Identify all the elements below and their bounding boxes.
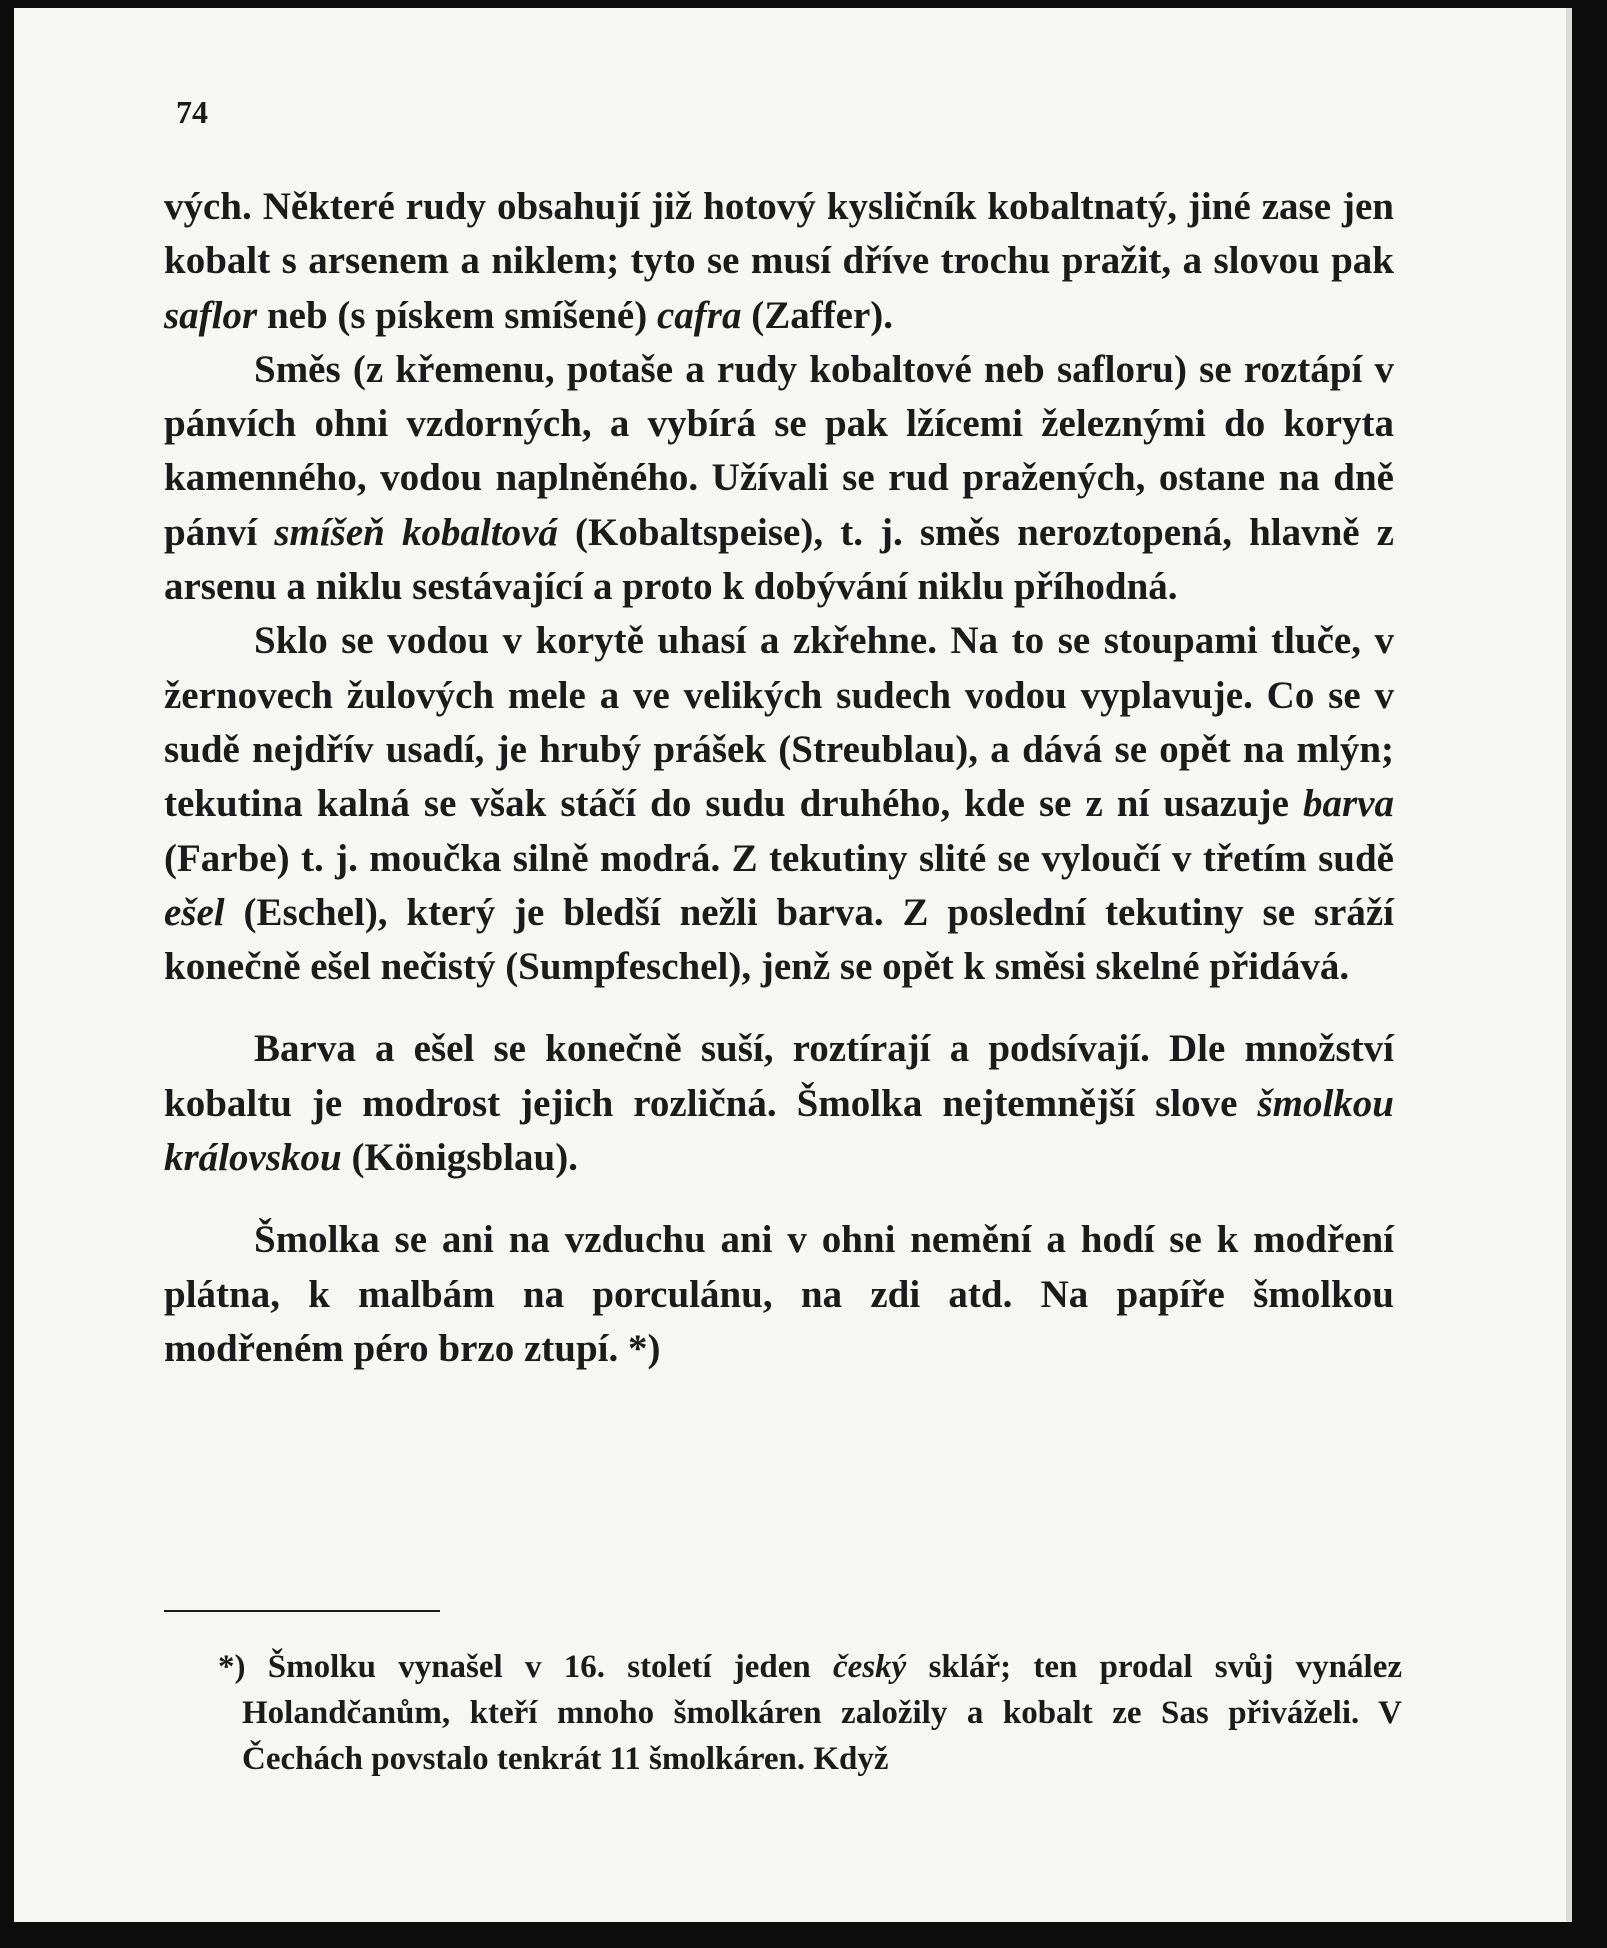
paragraph-5-text: Šmolka se ani na vzduchu ani v ohni nemění a hodí se k modření plátna, k malbám na porculánu, na zdi atd. Na papíře šmolkou modřeném péro brzo ztupí. *) xyxy=(164,1218,1394,1370)
term-smisen-kobaltova: smíšeň kobaltová xyxy=(274,510,558,554)
paragraph-4-text: (Königsblau). xyxy=(341,1136,578,1180)
term-cafra: cafra xyxy=(656,293,742,337)
paragraph-5 xyxy=(164,1213,1394,1376)
paragraph-1-text: neb (s pískem smíšené) xyxy=(257,293,657,337)
paragraph-4 xyxy=(164,1022,1394,1185)
term-smolka-kralovska: šmolkou královskou xyxy=(164,1081,1394,1180)
paragraph-4-text: Barva a ešel se konečně suší, roztírají a podsívají. Dle množství kobaltu je modrost jejich rozličná. Šmolka nejtemnější slove xyxy=(164,1027,1394,1125)
paragraph-1-text: vých. Některé rudy obsahují již hotový kysličník kobaltnatý, jiné zase jen kobalt s arsenem a niklem; tyto se musí dříve trochu pražit, a slovou pak xyxy=(164,185,1394,283)
paragraph-3-text: (Eschel), který je bledší nežli barva. Z poslední tekutiny se sráží konečně ešel nečistý (Sumpfeschel), jenž se opět k směsi skelné přidává. xyxy=(164,890,1394,989)
paragraph-2 xyxy=(164,343,1394,614)
paragraph-3-text: Sklo se vodou v korytě uhasí a zkřehne. Na to se stoupami tluče, v žernovech žulových mele a ve velikých sudech vodou vyplavuje. Co se v sudě nejdřív usadí, je hrubý prášek (Streublau), a dává se opět na mlýn; tekutina kalná se však stáčí do sudu druhého, kde se z ní usazuje xyxy=(164,619,1394,826)
paragraph-2-text: (Kobaltspeise), t. j. směs neroztopená, hlavně z arsenu a niklu sestávající a proto k dobývání niklu příhodná. xyxy=(164,510,1394,609)
term-esel: ešel xyxy=(164,890,225,934)
term-barva: barva xyxy=(1303,782,1394,826)
footnote-divider xyxy=(164,1610,440,1612)
page-edge xyxy=(1566,8,1572,1922)
book-page xyxy=(14,8,1572,1922)
footnote xyxy=(218,1644,1402,1782)
paragraph-2-text: Směs (z křemenu, potaše a rudy kobaltové neb safloru) se roztápí v pánvích ohni vzdorných, a vybírá se pak lžícemi železnými do koryta kamenného, vodou naplněného. Užívali se rud pražených, ostane na dně pánví xyxy=(164,347,1394,554)
term-saflor: saflor xyxy=(164,293,258,337)
paragraph-1 xyxy=(164,180,1394,343)
paragraph-3-text: (Farbe) t. j. moučka silně modrá. Z tekutiny slité se vyloučí v třetím sudě xyxy=(164,836,1394,880)
footnote-text: sklář; ten prodal svůj vynález Holandčanům, kteří mnoho šmolkáren založily a kobalt ze Sas přiváželi. V Čechách povstalo tenkrát 11 šmolkáren. Když xyxy=(242,1649,1402,1777)
paragraph-3 xyxy=(164,614,1394,994)
paragraph-1-text: (Zaffer). xyxy=(741,293,894,337)
page-number: 74 xyxy=(176,94,208,130)
body-text xyxy=(164,180,1394,1376)
term-cesky: český xyxy=(833,1649,907,1685)
footnote-text: *) Šmolku vynašel v 16. století jeden xyxy=(218,1649,834,1685)
